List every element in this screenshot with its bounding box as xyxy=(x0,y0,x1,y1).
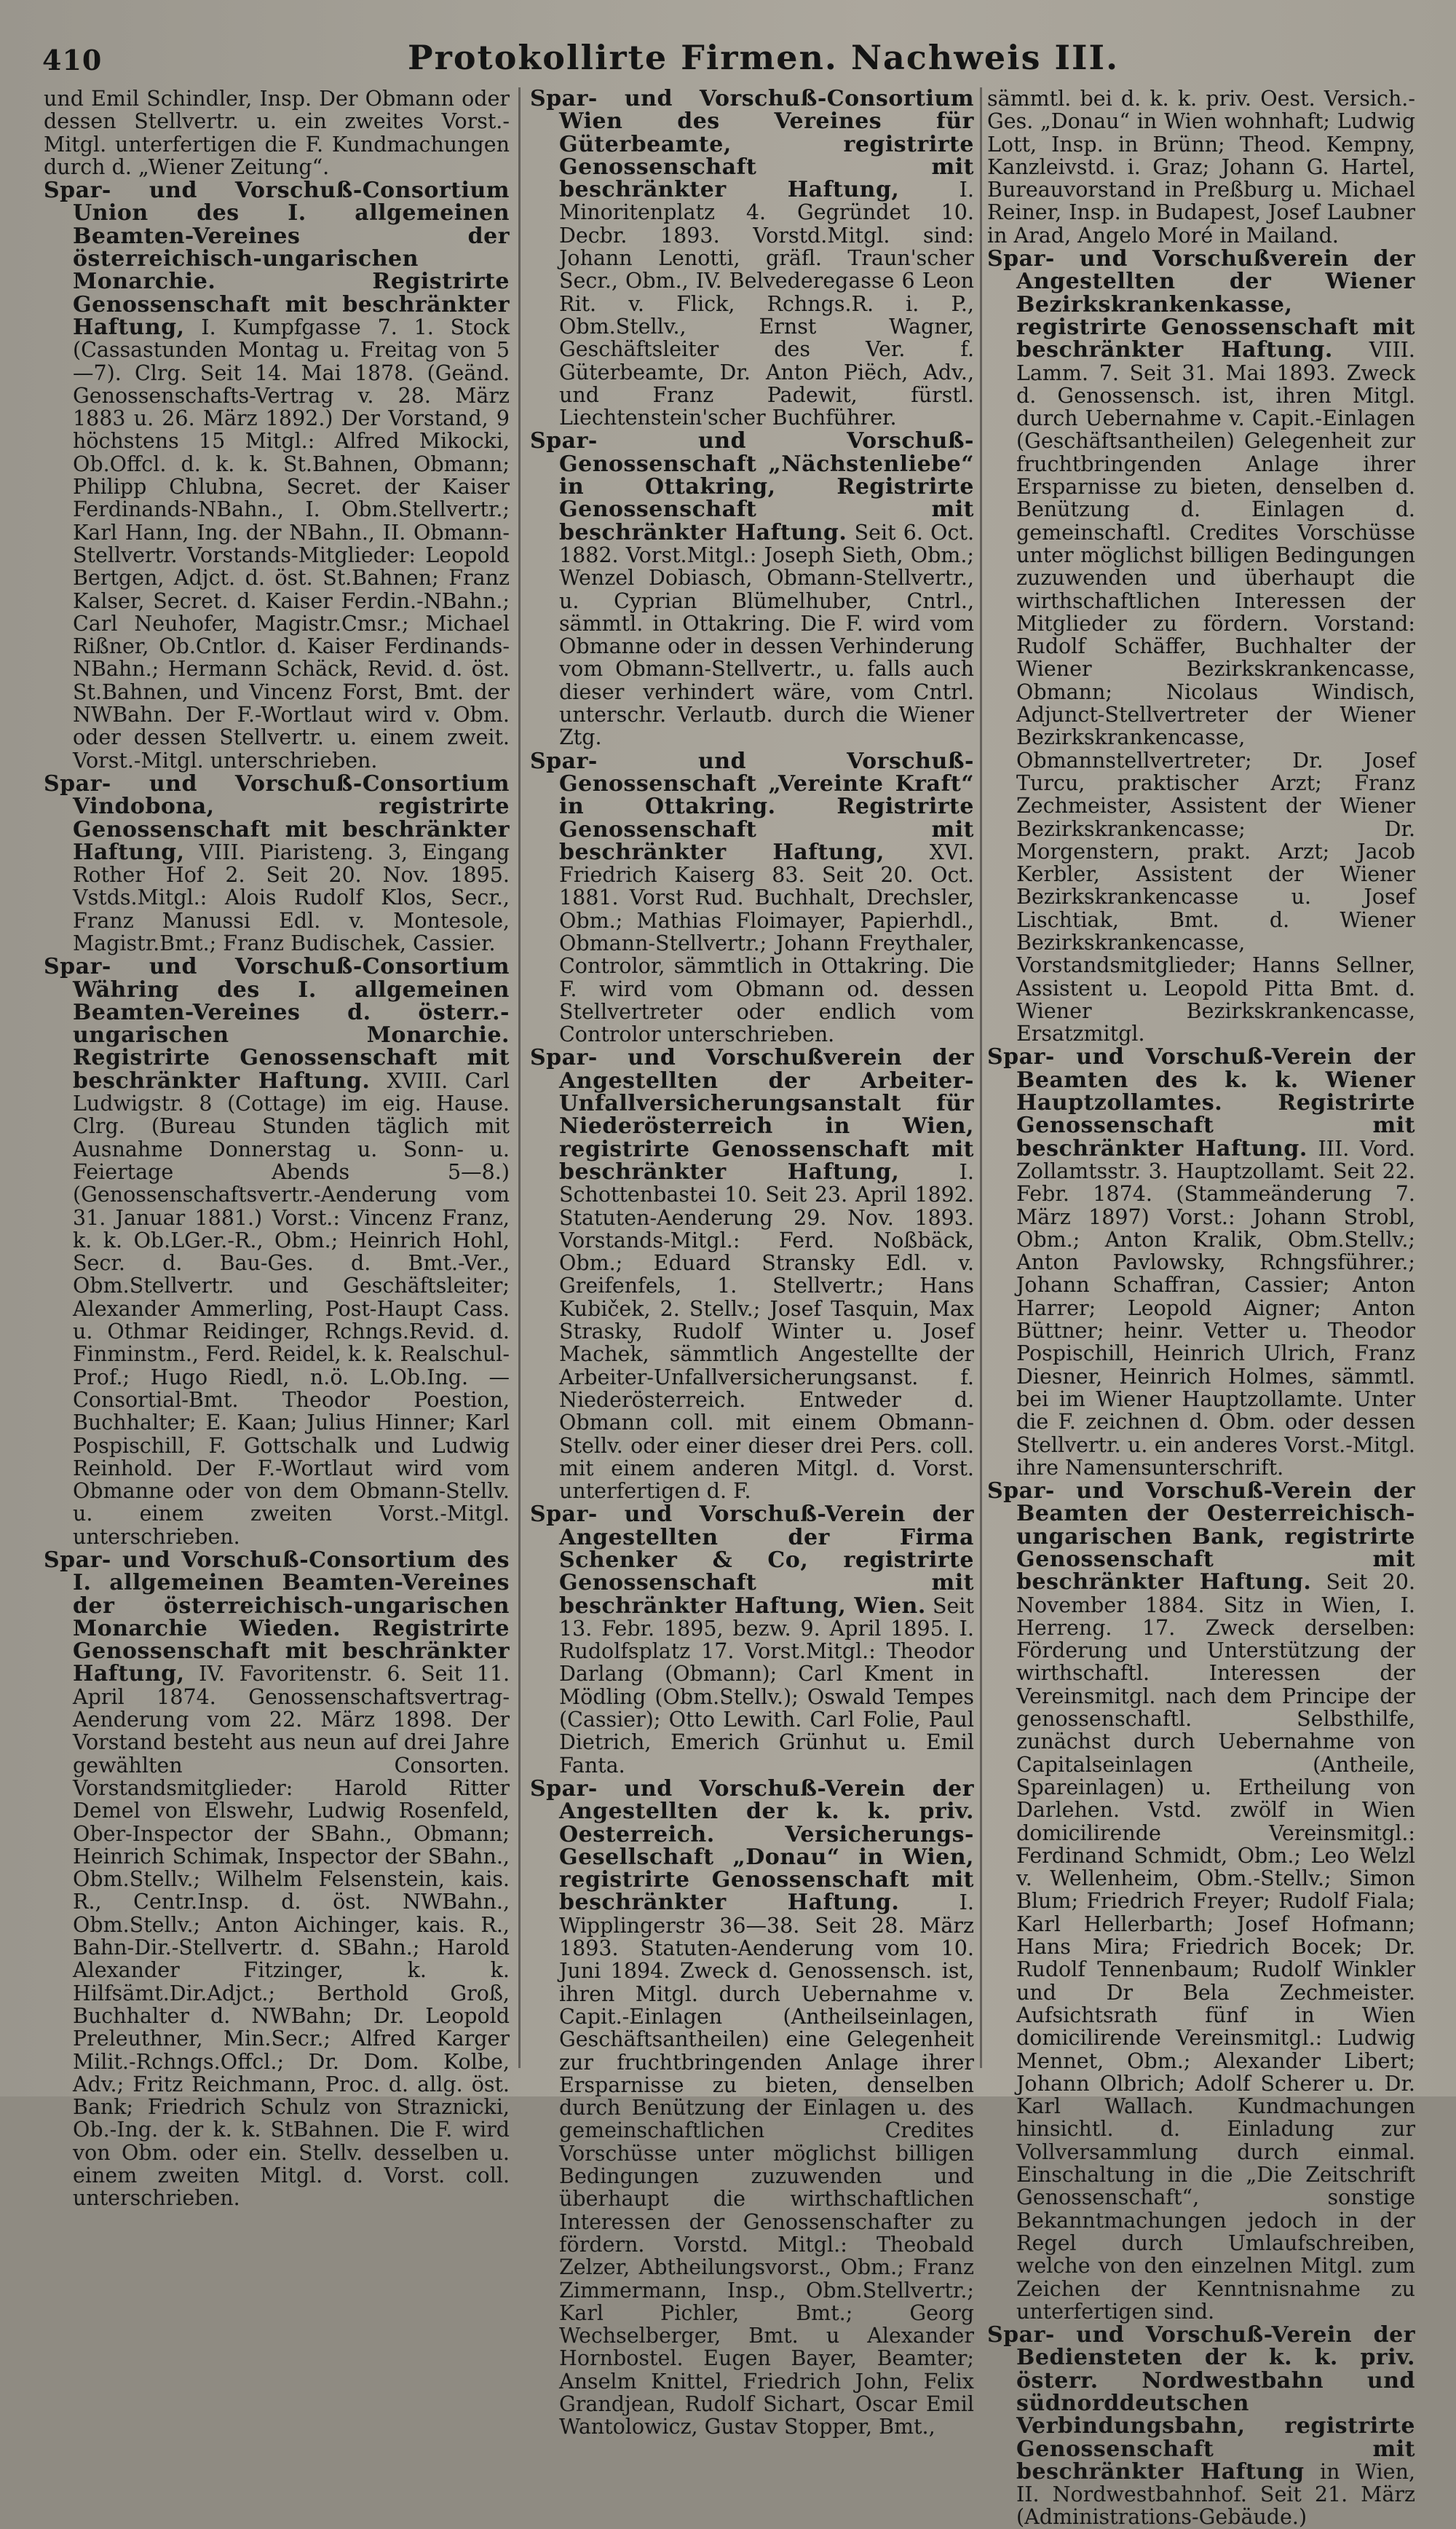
entry xyxy=(44,1549,510,2210)
entry-body: und Emil Schindler, Insp. Der Obmann oder dessen Stellvertr. u. ein zweites Vorst.-Mitgl. unterfertigen die F. Kundmachungen durch d. „Wiener Zeitung“. xyxy=(44,87,510,179)
entry-body: I. Kumpfgasse 7. 1. Stock (Cassastunden Montag u. Freitag von 5—7). Clrg. Seit 14. Mai 1878. (Geänd. Genossenschafts-Vertrag v. 28. März 1883 u. 26. März 1892.) Der Vorstand, 9 höchstens 15 Mitgl.: Alfred Mikocki, Ob.Offcl. d. k. k. St.Bahnen, Obmann; Philipp Chlubna, Secret. der Kaiser Ferdinands-NBahn., I. Obm.Stellvertr.; Karl Hann, Ing. der NBahn., II. Obmann-Stellvertr. Vorstands-Mitglieder: Leopold Bertgen, Adjct. d. öst. St.Bahnen; Franz Kalser, Secret. d. Kaiser Ferdin.-NBahn.; Carl Neuhofer, Magistr.Cmsr.; Michael Rißner, Ob.Cntlor. d. Kaiser Ferdinands-NBahn.; Hermann Schäck, Revid. d. öst. St.Bahnen, und Vincenz Forst, Bmt. der NWBahn. Der F.-Wortlaut wird v. Obm. oder dessen Stellvertr. u. einem zweit. Vorst.-Mitgl. unterschrieben. xyxy=(73,315,510,773)
entry-heading: Spar- und Vorschuß-Consortium Union des I. allgemeinen Beamten-Vereines der österreichisch-ungarischen Monarchie. Registrirte Genossenschaft mit beschränkter Haftung, xyxy=(44,178,510,340)
entry-body: VIII. Lamm. 7. Seit 31. Mai 1893. Zweck d. Genossensch. ist, ihren Mitgl. durch Uebernahme v. Capit.-Einlagen (Geschäftsantheilen) Gelegenheit zur fruchtbringenden Anlage ihrer Ersparnisse zu bieten, denselben d. Benützung d. Einlagen d. gemeinschaftl. Credites Vorschüsse unter möglichst billigen Bedingungen zuzuwenden und überhaupt die wirthschaftlichen Interessen der Mitglieder zu fördern. Vorstand: Rudolf Schäffer, Buchhalter der Wiener Bezirkskrankencasse, Obmann; Nicolaus Windisch, Adjunct-Stellvertreter der Wiener Bezirkskrankencasse, Obmannstellvertreter; Dr. Josef Turcu, praktischer Arzt; Franz Zechmeister, Assistent der Wiener Bezirkskrankencasse; Dr. Morgenstern, prakt. Arzt; Jacob Kerbler, Assistent der Wiener Bezirkskrankencasse u. Josef Lischtiak, Bmt. d. Wiener Bezirkskrankencasse, Vorstandsmitglieder; Hanns Sellner, Assistent u. Leopold Pitta Bmt. d. Wiener Bezirkskrankencasse, Ersatzmitgl. xyxy=(1016,338,1415,1046)
column-middle xyxy=(530,86,974,2439)
column-rule-left xyxy=(518,87,521,2068)
entry-heading: Spar- und Vorschuß-Verein der Beamten der Oesterreichisch-ungarischen Bank, registrirte Genossenschaft mit beschränkter Haftung. xyxy=(987,1478,1415,1595)
entry-body: I. Schottenbastei 10. Seit 23. April 1892. Statuten-Aenderung 29. Nov. 1893. Vorstands-Mitgl.: Ferd. Noßbäck, Obm.; Eduard Stransky Edl. v. Greifenfels, 1. Stellvertr.; Hans Kubiček, 2. Stellv.; Josef Tasquin, Max Strasky, Rudolf Winter u. Josef Machek, sämmtlich Angestellte der Arbeiter-Unfallversicherungsanst. f. Niederösterreich. Entweder d. Obmann coll. mit einem Obmann-Stellv. oder einer dieser drei Pers. coll. mit einem anderen Mitgl. d. Vorst. unterfertigen d. F. xyxy=(559,1159,974,1504)
entry-body: sämmtl. bei d. k. k. priv. Oest. Versich.-Ges. „Donau“ in Wien wohnhaft; Ludwig Lott, Insp. in Brünn; Theod. Kempny, Kanzleivstd. i. Graz; Johann G. Hartel, Bureauvorstand in Preßburg u. Michael Reiner, Insp. in Budapest, Josef Laubner in Arad, Angelo Moré in Mailand. xyxy=(987,87,1415,248)
entry-body: I. Minoritenplatz 4. Gegründet 10. Decbr. 1893. Vorstd.Mitgl. sind: Johann Lenotti, gräfl. Traun'scher Secr., Obm., IV. Belvederegasse 6 Leon Rit. v. Flick, Rchngs.R. i. P., Obm.Stellv., Ernst Wagner, Geschäftsleiter des Ver. f. Güterbeamte, Dr. Anton Piëch, Adv., und Franz Padewit, fürstl. Liechtenstein'scher Buchführer. xyxy=(559,178,974,430)
entry-heading: Spar- und Vorschußverein der Angestellten der Wiener Bezirkskrankenkasse, registrirte Genossenschaft mit beschränkter Haftung. xyxy=(987,246,1415,363)
entry-body: III. Vord. Zollamtsstr. 3. Hauptzollamt. Seit 22. Febr. 1874. (Stammeänderung 7. März 1897) Vorst.: Johann Strobl, Obm.; Anton Kralik, Obm.Stellv.; Anton Pavlowsky, Rchngsführer.; Johann Schaffran, Cassier; Anton Harrer; Leopold Aigner; Anton Büttner; heinr. Vetter u. Theodor Pospischill, Heinrich Ulrich, Franz Diesner, Heinrich Holmes, sämmtl. bei im Wiener Hauptzollamte. Unter die F. zeichnen d. Obm. oder dessen Stellvertr. u. ein anderes Vorst.-Mitgl. ihre Namensunterschrift. xyxy=(1016,1136,1415,1480)
entry-body: Seit 20. November 1884. Sitz in Wien, I. Herreng. 17. Zweck derselben: Förderung und Unterstützung der wirthschaftl. Interessen der Vereinsmitgl. nach dem Principe der genossenschaftl. Selbsthilfe, zunächst durch Uebernahme von Capitalseinlagen (Antheile, Spareinlagen) u. Ertheilung von Darlehen. Vstd. zwölf in Wien domicilirende Vereinsmitgl.: Ferdinand Schmidt, Obm.; Leo Welzl v. Wellenheim, Obm.-Stellv.; Simon Blum; Friedrich Freyer; Rudolf Fiala; Karl Hellerbarth; Josef Hofmann; Hans Mira; Friedrich Bocek; Dr. Rudolf Tennenbaum; Rudolf Winkler und Dr Bela Zechmeister. Aufsichtsrath fünf in Wien domicilirende Vereinsmitgl.: Ludwig Mennet, Obm.; Alexander Libert; Johann Olbrich; Adolf Scherer u. Dr. Karl Wallach. Kundmachungen hinsichtl. d. Einladung zur Vollversammlung durch einmal. Einschaltung in die „Die Zeitschrift Genossenschaft“, sonstige Bekanntmachungen jedoch in der Regel durch Umlaufschreiben, welche von den einzelnen Mitgl. zum Zeichen der Kenntnisnahme zu unterfertigen sind. xyxy=(1016,1570,1415,2324)
entry xyxy=(987,2324,1415,2529)
entry-heading: Spar- und Vorschuß-Verein der Angestellten der k. k. priv. Oesterreich. Versicherungs-Gesellschaft „Donau“ in Wien, registrirte Genossenschaft mit beschränkter Haftung. xyxy=(530,1775,974,1916)
entry xyxy=(530,87,974,429)
entry xyxy=(987,1046,1415,1479)
entry-body: in Wien, II. Nordwestbahnhof. Seit 21. März (Administrations-Gebäude.) xyxy=(1016,2459,1416,2529)
column-rule-right xyxy=(980,87,982,2068)
entry-body: IV. Favoritenstr. 6. Seit 11. April 1874. Genossenschaftsvertrag-Aenderung vom 22. März 1898. Der Vorstand besteht aus neun auf drei Jahre gewählten Consorten. Vorstandsmitglieder: Harold Ritter Demel von Elswehr, Ludwig Rosenfeld, Ober-Inspector der SBahn., Obmann; Heinrich Schimak, Inspector der SBahn., Obm.Stellv.; Wilhelm Felsenstein, kais. R., Centr.Insp. d. öst. NWBahn., Obm.Stellv.; Anton Aichinger, kais. R., Bahn-Dir.-Stellvertr. d. SBahn.; Harold Alexander Fitzinger, k. k. Hilfsämt.Dir.Adjct.; Berthold Groß, Buchhalter d. NWBahn; Dr. Leopold Preleuthner, Min.Secr.; Alfred Karger Milit.-Rchngs.Offcl.; Dr. Dom. Kolbe, Adv.; Fritz Reichmann, Proc. d. allg. öst. Bank; Friedrich Schulz von Straznicki, Ob.-Ing. der k. k. StBahnen. Die F. wird von Obm. oder ein. Stellv. desselben u. einem zweiten Mitgl. d. Vorst. coll. unterschrieben. xyxy=(73,1662,510,2211)
entry xyxy=(44,955,510,1548)
entry-heading: Spar- und Vorschuß-Verein der Angestellten der Firma Schenker & Co, registrirte Genossenschaft mit beschränkter Haftung, Wien. xyxy=(530,1502,974,1619)
entry-heading: Spar- und Vorschuß-Genossenschaft „Vereinte Kraft“ in Ottakring. Registrirte Genossenschaft mit beschränkter Haftung, xyxy=(530,748,974,865)
entry xyxy=(530,1775,974,2439)
entry xyxy=(44,770,510,955)
page-header xyxy=(0,32,1456,90)
entry-body: XVI. Friedrich Kaiserg 83. Seit 20. Oct. 1881. Vorst Rud. Buchhalt, Drechsler, Obm.; Mathias Floimayer, Papierhdl., Obmann-Stellvertr.; Johann Freythaler, Controlor, sämmtlich in Ottakring. Die F. wird vom Obmann od. dessen Stellvertreter oder endlich vom Controlor unterschrieben. xyxy=(559,840,974,1047)
entry xyxy=(530,750,974,1046)
column-left xyxy=(44,87,510,2211)
entry xyxy=(44,179,510,772)
entry-heading: Spar- und Vorschuß-Verein der Beamten des k. k. Wiener Hauptzollamtes. Registrirte Genossenschaft mit beschränkter Haftung. xyxy=(987,1044,1415,1161)
entry-heading: Spar- und Vorschuß-Consortium Wien des Vereines für Güterbeamte, registrirte Genossenschaft mit beschränkter Haftung, xyxy=(530,86,974,203)
entry xyxy=(987,87,1415,247)
entry xyxy=(44,87,510,178)
entry xyxy=(987,248,1415,1045)
entry-heading: Spar- und Vorschußverein der Angestellten der Arbeiter-Unfallversicherungsanstalt für Niederösterreich in Wien, registrirte Genossenschaft mit beschränkter Haftung, xyxy=(530,1045,974,1185)
entry-heading: Spar- und Vorschuß-Consortium des I. allgemeinen Beamten-Vereines der österreichisch-ungarischen Monarchie Wieden. Registrirte Genossenschaft mit beschränkter Haftung, xyxy=(44,1547,510,1687)
entry-heading: Spar- und Vorschuß-Consortium Vindobona, registrirte Genossenschaft mit beschränkter Haftung, xyxy=(44,770,510,865)
entry-body: Seit 13. Febr. 1895, bezw. 9. April 1895. I. Rudolfsplatz 17. Vorst.Mitgl.: Theodor Darlang (Obmann); Carl Kment in Mödling (Obm.Stellv.); Oswald Tempes (Cassier); Otto Lewith. Carl Folie, Paul Dietrich, Emerich Grünhut u. Emil Fanta. xyxy=(559,1593,974,1778)
entry xyxy=(530,430,974,749)
entry-body: XVIII. Carl Ludwigstr. 8 (Cottage) im eig. Hause. Clrg. (Bureau Stunden täglich mit Ausnahme Donnerstag u. Sonn- u. Feiertage Abends 5—8.) (Genossenschaftsvertr.-Aenderung vom 31. Januar 1881.) Vorst.: Vincenz Franz, k. k. Ob.LGer.-R., Obm.; Heinrich Hohl, Secr. d. Bau-Ges. d. Bmt.-Ver., Obm.Stellvertr. und Geschäftsleiter; Alexander Ammerling, Post-Haupt Cass. u. Othmar Reidinger, Rchngs.Revid. d. Finminstm., Ferd. Reidel, k. k. Realschul-Prof.; Hugo Riedl, n.ö. L.Ob.Ing. — Consortial-Bmt. Theodor Poestion, Buchhalter; E. Kaan; Julius Hinner; Karl Pospischill, F. Gottschalk und Ludwig Reinhold. Der F.-Wortlaut wird vom Obmanne oder von dem Obmann-Stellv. u. einem zweiten Vorst.-Mitgl. unterschrieben. xyxy=(73,1068,510,1549)
entry-heading: Spar- und Vorschuß-Consortium Währing des I. allgemeinen Beamten-Vereines d. österr.-ungarischen Monarchie. Registrirte Genossenschaft mit beschränkter Haftung. xyxy=(44,954,510,1094)
page-number: 410 xyxy=(42,44,103,76)
column-right xyxy=(987,87,1416,2529)
entry xyxy=(530,1046,974,1502)
entry-heading: Spar- und Vorschuß-Genossenschaft „Nächstenliebe“ in Ottakring, Registrirte Genossenschaft mit beschränkter Haftung. xyxy=(530,428,974,545)
entry-heading: Spar- und Vorschuß-Verein der Bediensteten der k. k. priv. österr. Nordwestbahn und südnorddeutschen Verbindungsbahn, registrirte Genossenschaft mit beschränkter Haftung xyxy=(987,2322,1415,2485)
running-title: Protokollirte Firmen. Nachweis III. xyxy=(408,38,1120,77)
entry xyxy=(987,1480,1415,2323)
entry-body: I. Wipplingerstr 36—38. Seit 28. März 1893. Statuten-Aenderung vom 10. Juni 1894. Zweck d. Genossensch. ist, ihren Mitgl. durch Uebernahme v. Capit.-Einlagen (Antheilseinlagen, Geschäftsantheilen) eine Gelegenheit zur fruchtbringenden Anlage ihrer Ersparnisse zu bieten, denselben durch Benützung der Einlagen u. des gemeinschaftlichen Credites Vorschüsse unter möglichst billigen Bedingungen zuzuwenden und überhaupt die wirthschaftlichen Interessen der Genossenschafter zu fördern. Vorstd. Mitgl.: Theobald Zelzer, Abtheilungsvorst., Obm.; Franz Zimmermann, Insp., Obm.Stellvertr.; Karl Pichler, Bmt.; Georg Wechselberger, Bmt. u Alexander Hornbostel. Eugen Bayer, Beamter; Anselm Knittel, Friedrich John, Felix Grandjean, Rudolf Sichart, Oscar Emil Wantolowicz, Gustav Stopper, Bmt., xyxy=(559,1890,974,2439)
entry-body: Seit 6. Oct. 1882. Vorst.Mitgl.: Joseph Sieth, Obm.; Wenzel Dobiasch, Obmann-Stellvertr., u. Cyprian Blümelhuber, Cntrl., sämmtl. in Ottakring. Die F. wird vom Obmanne oder in dessen Verhinderung vom Obmann-Stellvertr., u. falls auch dieser verhindert wäre, vom Cntrl. unterschr. Verlautb. durch die Wiener Ztg. xyxy=(559,520,974,750)
entry-body: VIII. Piaristeng. 3, Eingang Rother Hof 2. Seit 20. Nov. 1895. Vstds.Mitgl.: Alois Rudolf Klos, Secr., Franz Manussi Edl. v. Montesole, Magistr.Bmt.; Franz Budischek, Cassier. xyxy=(73,840,510,955)
entry xyxy=(530,1503,974,1777)
